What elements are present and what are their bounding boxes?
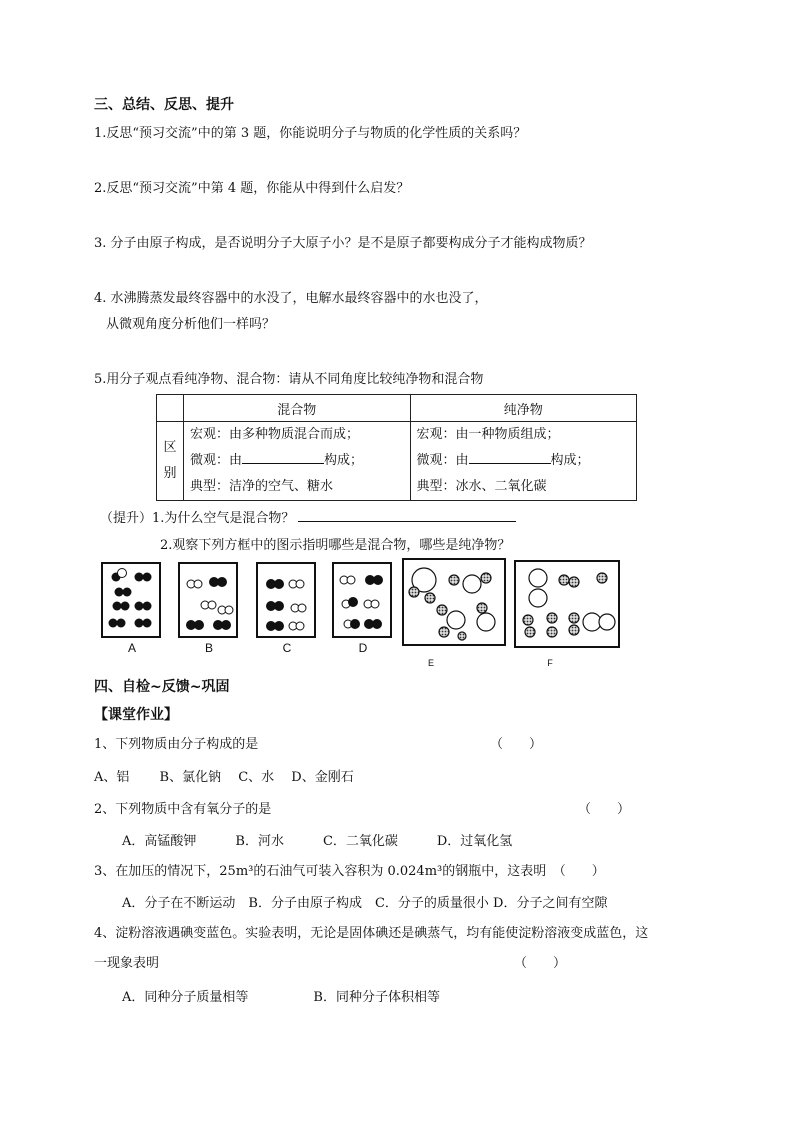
pure-micro-suffix: 构成；	[550, 453, 590, 468]
mixture-typical: 典型：洁净的空气、糖水	[190, 479, 334, 494]
comparison-table	[156, 394, 637, 501]
question-4-line-2: 从微观角度分析他们一样吗？	[106, 317, 276, 332]
mixture-micro-prefix: 微观：由	[190, 453, 243, 468]
homework-question-4-answer[interactable]: （ ）	[514, 956, 567, 971]
mixture-micro-suffix: 构成；	[324, 453, 364, 468]
figure-box-a	[101, 562, 161, 638]
homework-question-4-options: A．同种分子质量相等 B．同种分子体积相等	[122, 990, 440, 1005]
header-mixture: 混合物	[184, 395, 411, 422]
figure-label-b: B	[204, 641, 213, 655]
homework-question-4-line-1: 4、淀粉溶液遇碘变蓝色。实验表明，无论是固体碘还是碘蒸气，均有能使淀粉溶液变成蓝色，这	[94, 926, 649, 941]
pure-macro: 宏观：由一种物质组成；	[416, 427, 560, 442]
figure-box-e	[402, 558, 506, 646]
pure-micro	[417, 448, 631, 474]
lift-question-1	[100, 507, 516, 526]
figure-box-c	[256, 562, 316, 638]
mixture-cell	[184, 422, 411, 501]
question-5: 5.用分子观点看纯净物、混合物：请从不同角度比较纯净物和混合物	[94, 372, 484, 387]
pure-cell	[410, 422, 637, 501]
homework-question-3-options: A．分子在不断运动 B．分子由原子构成 C．分子的质量很小 D．分子之间有空隙	[122, 896, 608, 911]
homework-question-1-answer[interactable]: （ ）	[490, 737, 543, 752]
section-title-4: 四、自检~反馈~巩固	[94, 679, 230, 695]
figure-label-d: D	[358, 641, 368, 655]
homework-question-3: 3、在加压的情况下，25m³的石油气可装入容积为 0.024m³的钢瓶中，这表明 （ ）	[94, 864, 605, 879]
mixture-micro	[190, 448, 404, 474]
question-2: 2.反思“预习交流”中第 4 题，你能从中得到什么启发？	[94, 181, 410, 196]
figure-box-b	[178, 562, 238, 638]
lift-question-1-text: （提升）1.为什么空气是混合物？	[100, 511, 295, 526]
figure-label-e: E	[427, 658, 434, 668]
figure-box-d	[332, 562, 392, 638]
homework-question-1-options: A、铝 B、氯化钠 C、水 D、金刚石	[94, 770, 354, 785]
section-title-3: 三、总结、反思、提升	[94, 97, 234, 113]
header-pure: 纯净物	[410, 395, 637, 422]
mixture-blank[interactable]	[242, 450, 324, 464]
question-4-line-1: 4. 水沸腾蒸发最终容器中的水没了，电解水最终容器中的水也没了，	[94, 291, 488, 306]
classwork-subtitle: 【课堂作业】	[94, 707, 178, 723]
question-3: 3. 分子由原子构成，是否说明分子大原子小？是不是原子都要构成分子才能构成物质？	[94, 236, 592, 251]
pure-micro-prefix: 微观：由	[416, 453, 469, 468]
homework-question-2-answer[interactable]: （ ）	[578, 802, 631, 817]
homework-question-1: 1、下列物质由分子构成的是	[94, 737, 259, 752]
row-label-difference	[157, 422, 184, 501]
figure-label-c: C	[282, 641, 292, 655]
table-corner-cell	[157, 395, 184, 422]
row-label-char-2: 别	[163, 466, 177, 481]
mixture-macro: 宏观：由多种物质混合而成；	[190, 427, 360, 442]
homework-question-4-line-2: 一现象表明	[94, 956, 160, 971]
pure-typical: 典型：冰水、二氧化碳	[416, 479, 547, 494]
lift-question-2: 2.观察下列方框中的图示指明哪些是混合物，哪些是纯净物？	[160, 538, 511, 553]
lift-question-1-blank[interactable]	[298, 508, 516, 522]
pure-blank[interactable]	[469, 450, 551, 464]
figure-label-a: A	[127, 641, 136, 655]
homework-question-2-options: A．高锰酸钾 B．河水 C．二氧化碳 D．过氧化氢	[122, 834, 513, 849]
figure-label-f: F	[547, 658, 553, 668]
homework-question-2: 2、下列物质中含有氧分子的是	[94, 802, 272, 817]
question-1: 1.反思“预习交流”中的第 3 题，你能说明分子与物质的化学性质的关系吗？	[94, 126, 527, 141]
figure-box-f	[514, 560, 620, 648]
row-label-char-1: 区	[163, 440, 177, 455]
